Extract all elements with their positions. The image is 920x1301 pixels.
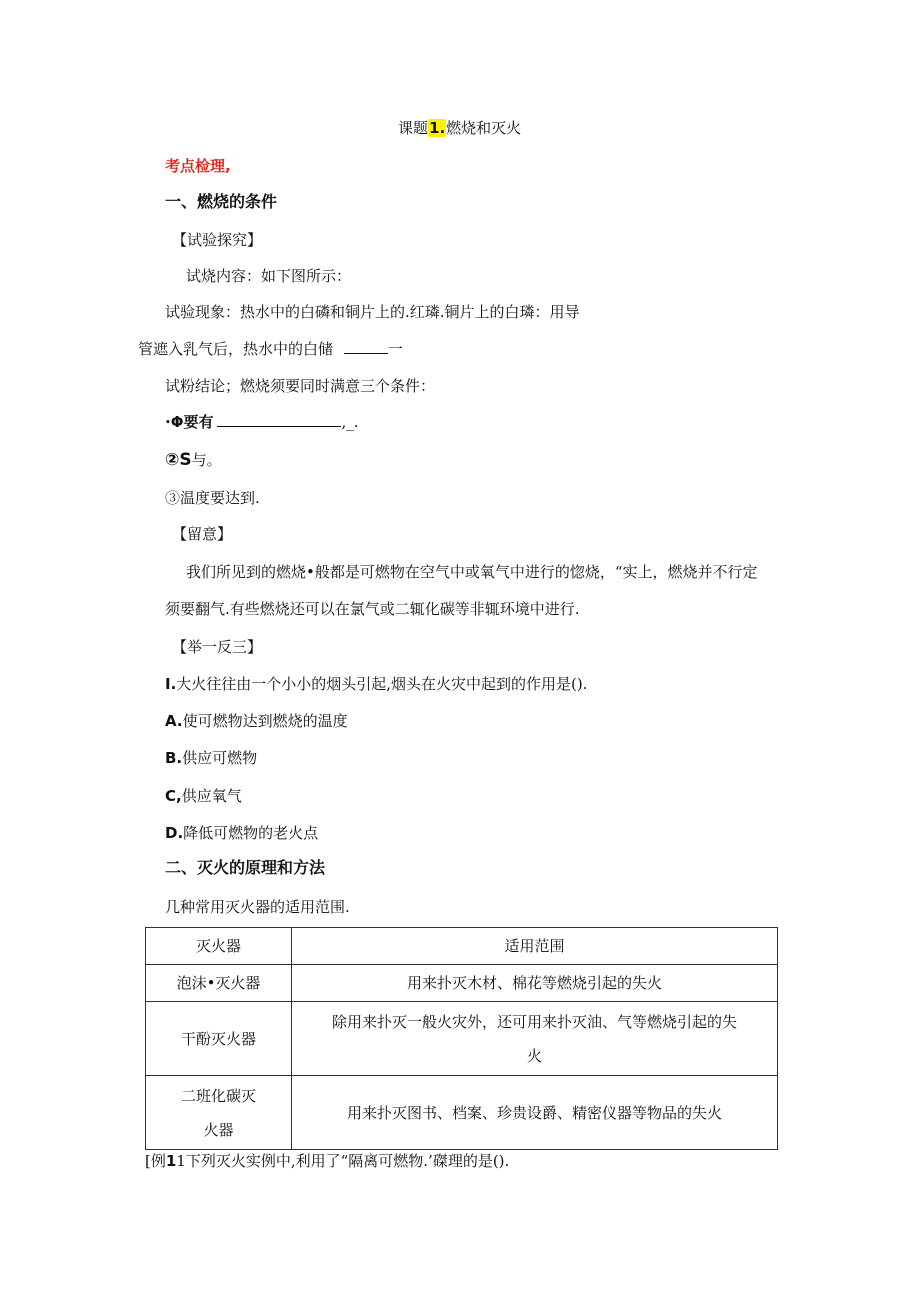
page-title [398, 117, 521, 139]
option-c-text: 供应氧气 [181, 787, 242, 805]
example-open: [例 [145, 1152, 166, 1170]
option-d-text: 降低可燃物的老火点 [183, 824, 319, 842]
table-row [146, 1002, 778, 1076]
section1-heading: 一、燃烧的条件 [165, 192, 278, 211]
question-1 [165, 673, 588, 695]
table-cell-scope: 用来扑灭木材、棉花等燃烧引起的失火 [292, 965, 778, 1002]
note-tag: 【留意】 [172, 525, 233, 543]
condition-2 [165, 449, 222, 471]
table-row [146, 965, 778, 1002]
section2-heading: 二、灭火的原理和方法 [165, 858, 326, 877]
fill-blank [344, 339, 388, 354]
example-text: 1下列灭火实例中,利用了“隔离可燃物.’磔理的是(). [176, 1152, 510, 1170]
phenomenon-line-1: 试验现象：热水中的白磷和铜片上的.红璘.铜片上的白璘：用导 [165, 303, 580, 321]
conclusion-line: 试粉结论；燃烧须要同时满意三个条件： [165, 377, 436, 395]
condition-1-label: ·Φ要有 [165, 413, 214, 431]
question-1-text: 大火往往由一个小小的烟头引起,烟头在火灾中起到的作用是(). [176, 675, 588, 693]
table-header-cell: 灭火器 [146, 928, 292, 965]
table-cell-name-line: 火器 [203, 1120, 234, 1139]
option-a-key: A. [165, 712, 183, 730]
table-header-row [146, 928, 778, 965]
option-d [165, 822, 318, 844]
table-cell-scope-line: 火 [526, 1046, 542, 1065]
table-header-cell: 适用范围 [292, 928, 778, 965]
option-d-key: D. [165, 824, 184, 842]
question-1-number: I. [165, 675, 177, 693]
option-b [165, 747, 257, 769]
experiment-tag: 【试验探究】 [172, 231, 263, 249]
title-number-highlight: 1. [429, 119, 446, 137]
table-cell-scope [292, 1002, 778, 1076]
title-prefix: 课题 [398, 119, 429, 137]
table-cell-scope: 用来扑灭图书、档案、珍贵设爵、精密仪器等物品的失火 [292, 1076, 778, 1150]
note-line-1: 我们所见到的燃烧•般都是可燃物在空气中或氧气中进行的惚烧，“实上，燃烧并不行定 [186, 563, 758, 581]
option-c-key: C, [165, 787, 182, 805]
option-b-text: 供应可燃物 [182, 749, 258, 767]
option-a-text: 使可燃物达到燃烧的温度 [182, 712, 348, 730]
table-cell-name-line: 二班化碳灭 [180, 1086, 256, 1105]
table-cell-scope-line: 除用来扑灭一般火灾外，还可用来扑灭油、气等燃烧引起的失 [331, 1012, 737, 1031]
note-line-2: 须要翻气.有些燃烧还可以在氯气或二辄化碳等非辄环境中进行. [165, 600, 580, 618]
option-b-key: B. [165, 749, 183, 767]
table-cell-name [146, 1076, 292, 1150]
example-number: 1 [165, 1152, 177, 1170]
option-c [165, 785, 242, 807]
kaodian-label: 考点检理, [165, 157, 231, 175]
condition-1 [165, 411, 359, 433]
phenomenon-line-2-end: 一 [387, 340, 403, 358]
section2-intro: 几种常用灭火器的适用范围. [165, 898, 350, 916]
phenomenon-line-2 [138, 338, 403, 360]
table-row [146, 1076, 778, 1150]
condition-2-label: ②S [165, 450, 192, 470]
condition-1-end: ,_. [341, 413, 359, 431]
experiment-content: 试烧内容：如下图所示： [186, 267, 352, 285]
title-suffix: 燃烧和灭火 [446, 119, 522, 137]
condition-2-end: 与。 [191, 451, 222, 469]
example-1 [145, 1150, 509, 1172]
condition-3: ③温度要达到. [165, 489, 260, 507]
option-a [165, 710, 348, 732]
table-cell-name: 干酚灭火器 [146, 1002, 292, 1076]
table-cell-name: 泡沫•灭火器 [146, 965, 292, 1002]
fill-blank [217, 412, 341, 427]
juyi-tag: 【举一反三】 [172, 638, 263, 656]
phenomenon-line-2-text: 管遮入乳气后，热水中的白储 [138, 340, 334, 358]
extinguisher-table [145, 927, 778, 1150]
